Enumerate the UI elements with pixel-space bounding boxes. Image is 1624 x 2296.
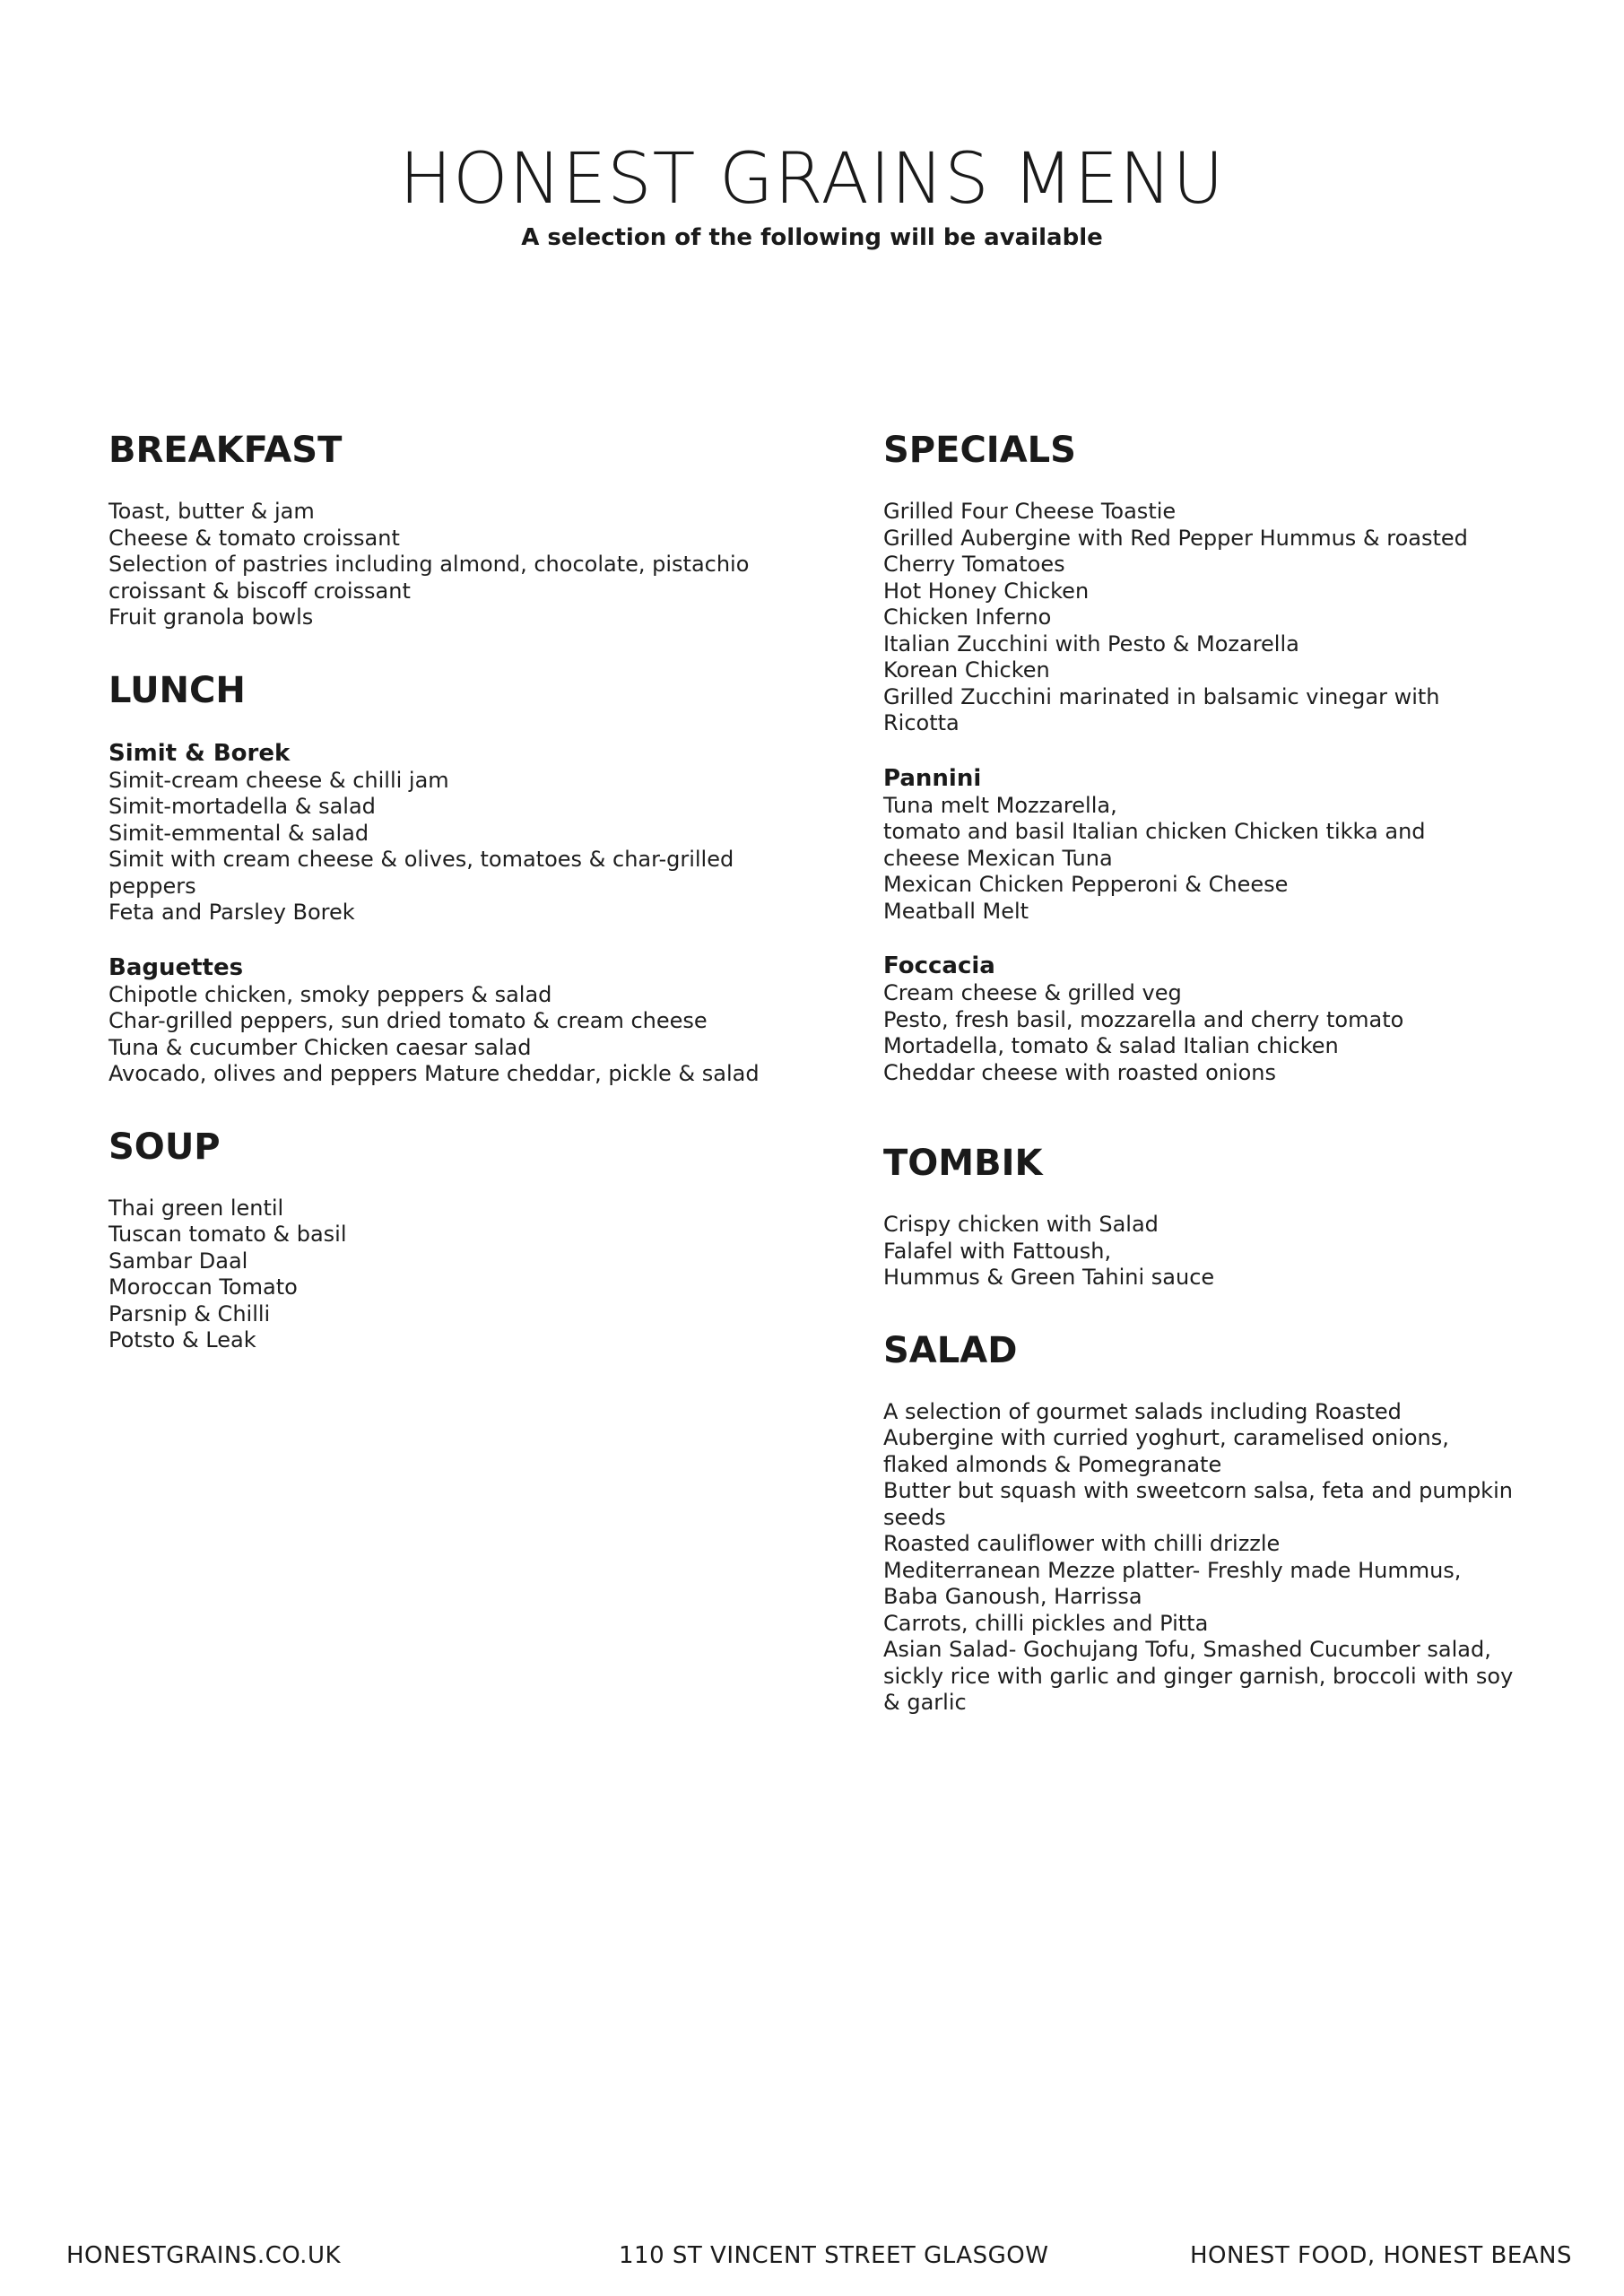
section-title-breakfast: BREAKFAST bbox=[109, 430, 343, 471]
menu-title: HONEST GRAINS MENU bbox=[399, 139, 1225, 220]
group-title-foccacia: Foccacia bbox=[883, 952, 995, 979]
section-breakfast bbox=[109, 429, 790, 631]
menu-item: Sambar Daal bbox=[109, 1248, 248, 1274]
menu-item: peppers bbox=[109, 873, 196, 899]
section-title-specials: SPECIALS bbox=[883, 430, 1076, 471]
section-title-lunch: LUNCH bbox=[109, 669, 246, 711]
menu-item: Tuna & cucumber Chicken caesar salad bbox=[109, 1034, 532, 1060]
footer-tagline: HONEST FOOD, HONEST BEANS bbox=[1189, 2242, 1572, 2269]
menu-subtitle: A selection of the following will be available bbox=[521, 223, 1103, 251]
menu-item: Avocado, olives and peppers Mature cheddar, pickle & salad bbox=[109, 1061, 760, 1086]
menu-item: Potsto & Leak bbox=[109, 1327, 256, 1352]
menu-item: sickly rice with garlic and ginger garnish, broccoli with soy bbox=[883, 1663, 1514, 1689]
group-pannini bbox=[883, 764, 1529, 926]
menu-item: tomato and basil Italian chicken Chicken tikka and bbox=[883, 819, 1426, 844]
menu-item: Simit-cream cheese & chilli jam bbox=[109, 767, 449, 793]
menu-item: & garlic bbox=[883, 1690, 967, 1715]
menu-item: Pesto, fresh basil, mozzarella and cherry tomato bbox=[883, 1006, 1404, 1032]
menu-item: Cream cheese & grilled veg bbox=[883, 980, 1182, 1005]
menu-item: Italian Zucchini with Pesto & Mozarella bbox=[883, 631, 1299, 657]
menu-item: Feta and Parsley Borek bbox=[109, 900, 355, 925]
section-lunch bbox=[109, 669, 790, 1088]
menu-item: Ricotta bbox=[883, 710, 960, 735]
menu-item: Simit-emmental & salad bbox=[109, 820, 369, 846]
menu-item: Fruit granola bowls bbox=[109, 604, 314, 630]
footer-website: HONESTGRAINS.CO.UK bbox=[66, 2242, 342, 2269]
group-title-simit-borek: Simit & Borek bbox=[109, 739, 291, 767]
menu-item: Toast, butter & jam bbox=[109, 499, 315, 524]
menu-item: Mediterranean Mezze platter- Freshly made Hummus, bbox=[883, 1557, 1462, 1583]
menu-item: Cheese & tomato croissant bbox=[109, 525, 400, 551]
menu-item: Hot Honey Chicken bbox=[883, 578, 1090, 604]
section-title-salad: SALAD bbox=[883, 1329, 1018, 1371]
footer-address: 110 ST VINCENT STREET GLASGOW bbox=[619, 2242, 1049, 2269]
menu-item: Crispy chicken with Salad bbox=[883, 1212, 1159, 1237]
menu-footer bbox=[0, 2242, 1624, 2278]
menu-item: Simit with cream cheese & olives, tomatoes & char-grilled bbox=[109, 847, 734, 872]
group-baguettes bbox=[109, 953, 790, 1088]
menu-item: Selection of pastries including almond, chocolate, pistachio bbox=[109, 552, 750, 577]
menu-item: cheese Mexican Tuna bbox=[883, 845, 1113, 871]
section-soup bbox=[109, 1126, 790, 1354]
menu-item: Grilled Four Cheese Toastie bbox=[883, 499, 1177, 524]
menu-item: Mortadella, tomato & salad Italian chicken bbox=[883, 1033, 1339, 1058]
menu-item: Cheddar cheese with roasted onions bbox=[883, 1059, 1277, 1085]
menu-item: Tuna melt Mozzarella, bbox=[883, 792, 1117, 818]
menu-item: Grilled Aubergine with Red Pepper Hummus & roasted bbox=[883, 525, 1468, 551]
menu-item: croissant & biscoff croissant bbox=[109, 578, 411, 604]
menu-item: Chipotle chicken, smoky peppers & salad bbox=[109, 981, 552, 1007]
group-specials bbox=[883, 499, 1529, 737]
breakfast-items bbox=[109, 499, 790, 631]
menu-item: A selection of gourmet salads including Roasted bbox=[883, 1398, 1402, 1424]
left-column bbox=[109, 429, 790, 1392]
menu-item: Carrots, chilli pickles and Pitta bbox=[883, 1610, 1209, 1636]
menu-item: Char-grilled peppers, sun dried tomato & cream cheese bbox=[109, 1008, 708, 1033]
menu-item: Parsnip & Chilli bbox=[109, 1300, 271, 1326]
menu-item: Mexican Chicken Pepperoni & Cheese bbox=[883, 872, 1289, 897]
menu-item: Moroccan Tomato bbox=[109, 1274, 298, 1300]
group-title-baguettes: Baguettes bbox=[109, 953, 244, 981]
menu-item: Aubergine with curried yoghurt, caramelised onions, bbox=[883, 1425, 1449, 1450]
menu-header bbox=[0, 139, 1624, 251]
section-title-tombik: TOMBIK bbox=[883, 1143, 1043, 1184]
section-title-soup: SOUP bbox=[109, 1126, 221, 1168]
menu-item: Roasted cauliflower with chilli drizzle bbox=[883, 1531, 1281, 1556]
menu-item: Falafel with Fattoush, bbox=[883, 1238, 1112, 1264]
menu-item: seeds bbox=[883, 1504, 946, 1530]
menu-item: flaked almonds & Pomegranate bbox=[883, 1451, 1222, 1477]
menu-item: Korean Chicken bbox=[883, 657, 1050, 683]
menu-item: Simit-mortadella & salad bbox=[109, 794, 376, 819]
right-column bbox=[883, 429, 1529, 1754]
menu-item: Hummus & Green Tahini sauce bbox=[883, 1265, 1215, 1290]
menu-item: Baba Ganoush, Harrissa bbox=[883, 1584, 1142, 1609]
menu-item: Chicken Inferno bbox=[883, 604, 1052, 630]
section-tombik bbox=[883, 1142, 1529, 1292]
menu-item: Grilled Zucchini marinated in balsamic vinegar with bbox=[883, 683, 1440, 709]
menu-item: Cherry Tomatoes bbox=[883, 552, 1065, 577]
menu-item: Asian Salad- Gochujang Tofu, Smashed Cucumber salad, bbox=[883, 1637, 1491, 1662]
menu-item: Tuscan tomato & basil bbox=[109, 1222, 347, 1247]
menu-item: Meatball Melt bbox=[883, 898, 1029, 924]
group-title-pannini: Pannini bbox=[883, 764, 982, 792]
group-foccacia bbox=[883, 952, 1529, 1086]
section-specials bbox=[883, 429, 1529, 1086]
menu-item: Butter but squash with sweetcorn salsa, feta and pumpkin bbox=[883, 1478, 1513, 1503]
section-salad bbox=[883, 1329, 1529, 1717]
menu-item: Thai green lentil bbox=[109, 1195, 284, 1221]
group-simit-borek bbox=[109, 739, 790, 926]
